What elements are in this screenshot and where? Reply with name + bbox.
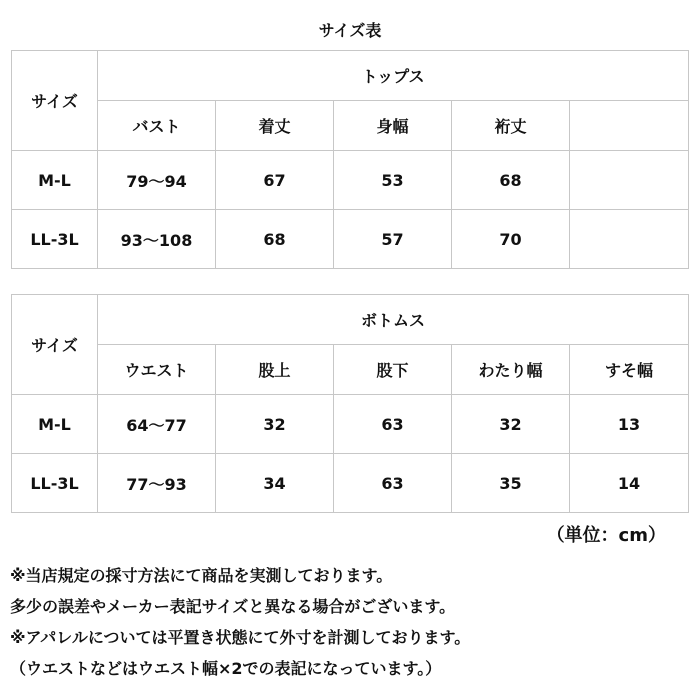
bottoms-column-header: すそ幅 bbox=[570, 345, 689, 395]
table-cell: 57 bbox=[334, 210, 452, 269]
table-row bbox=[12, 395, 689, 454]
size-label: LL-3L bbox=[12, 454, 98, 513]
table-cell: 64～77 bbox=[98, 395, 216, 454]
table-cell: 63 bbox=[334, 395, 452, 454]
table-cell: 32 bbox=[216, 395, 334, 454]
tops-group-header: トップス bbox=[98, 51, 689, 101]
table-row bbox=[12, 151, 689, 210]
table-row bbox=[12, 210, 689, 269]
tops-column-header bbox=[570, 101, 689, 151]
table-cell bbox=[570, 210, 689, 269]
size-chart-title: サイズ表 bbox=[318, 21, 382, 40]
table-row bbox=[12, 454, 689, 513]
table-cell: 32 bbox=[452, 395, 570, 454]
bottoms-column-header: 股上 bbox=[216, 345, 334, 395]
bottoms-column-header: ウエスト bbox=[98, 345, 216, 395]
bottoms-size-header: サイズ bbox=[12, 295, 98, 395]
size-label: M-L bbox=[12, 151, 98, 210]
table-cell: 77～93 bbox=[98, 454, 216, 513]
unit-note: （単位：cm） bbox=[546, 525, 666, 546]
table-cell: 14 bbox=[570, 454, 689, 513]
tops-size-table bbox=[11, 50, 689, 269]
table-cell: 67 bbox=[216, 151, 334, 210]
note-line: 多少の誤差やメーカー表記サイズと異なる場合がございます。 bbox=[10, 597, 456, 616]
table-cell: 79～94 bbox=[98, 151, 216, 210]
table-cell: 35 bbox=[452, 454, 570, 513]
bottoms-group-header: ボトムス bbox=[98, 295, 689, 345]
size-label: M-L bbox=[12, 395, 98, 454]
bottoms-column-header: わたり幅 bbox=[452, 345, 570, 395]
table-cell: 63 bbox=[334, 454, 452, 513]
note-line: ※当店規定の採寸方法にて商品を実測しております。 bbox=[10, 566, 393, 585]
table-cell: 68 bbox=[452, 151, 570, 210]
tops-column-header: 身幅 bbox=[334, 101, 452, 151]
size-label: LL-3L bbox=[12, 210, 98, 269]
notes-list bbox=[10, 560, 470, 684]
tops-column-header: バスト bbox=[98, 101, 216, 151]
tops-column-header: 裄丈 bbox=[452, 101, 570, 151]
table-cell: 93～108 bbox=[98, 210, 216, 269]
table-cell bbox=[570, 151, 689, 210]
note-line: ※アパレルについては平置き状態にて外寸を計測しております。 bbox=[10, 628, 471, 647]
table-cell: 68 bbox=[216, 210, 334, 269]
table-cell: 70 bbox=[452, 210, 570, 269]
table-cell: 34 bbox=[216, 454, 334, 513]
note-line: （ウエストなどはウエスト幅×2での表記になっています。） bbox=[10, 659, 442, 678]
bottoms-size-table bbox=[11, 294, 689, 513]
tops-size-header: サイズ bbox=[12, 51, 98, 151]
table-cell: 53 bbox=[334, 151, 452, 210]
table-cell: 13 bbox=[570, 395, 689, 454]
tops-column-header: 着丈 bbox=[216, 101, 334, 151]
bottoms-column-header: 股下 bbox=[334, 345, 452, 395]
